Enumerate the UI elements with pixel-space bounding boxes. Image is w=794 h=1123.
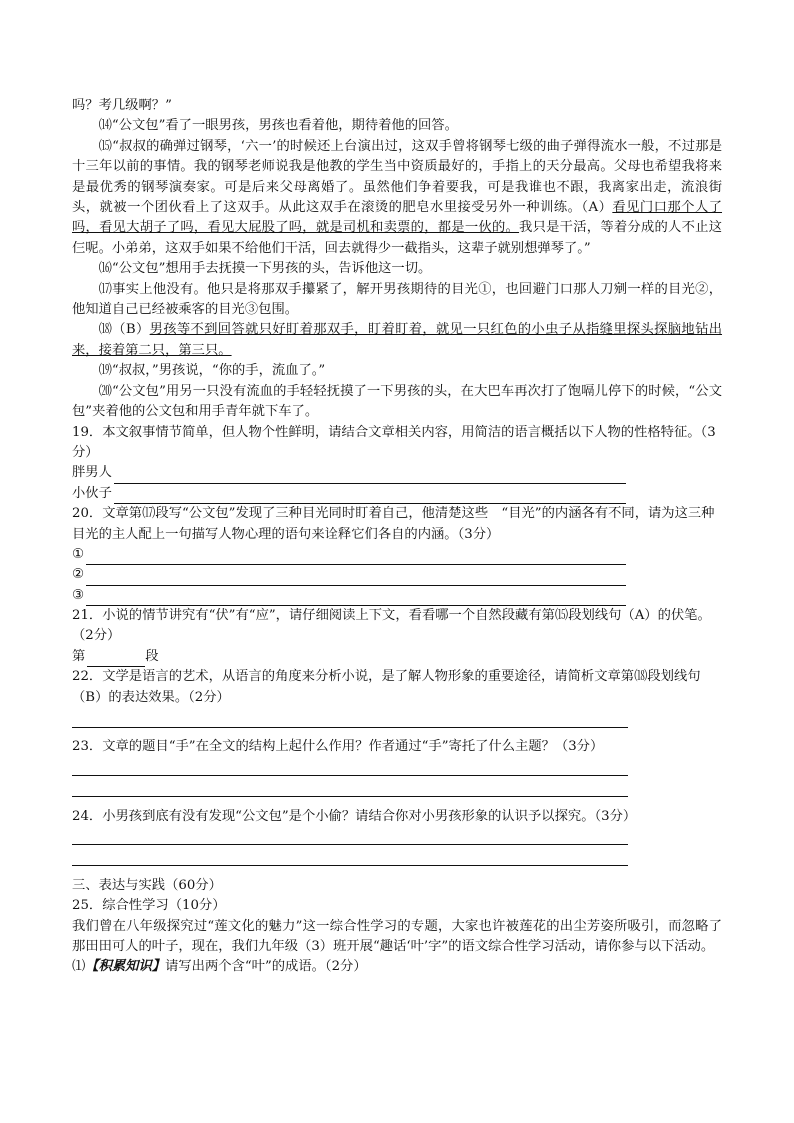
- answer-prefix: 第: [72, 648, 86, 664]
- section-heading: 三、表达与实践（60分）: [72, 877, 222, 893]
- activity-item-1: [72, 957, 722, 977]
- answer-row-gaze-1: [72, 545, 722, 565]
- answer-suffix: 段: [145, 648, 159, 664]
- answer-row-gaze-2: [72, 565, 722, 585]
- answer-label-fat-man: 胖男人: [72, 465, 112, 481]
- activity-intro: 我们曾在八年级探究过“莲文化的魅力”这一综合性学习的专题，大家也许被莲花的出尘芳姿所吸引，而忽略了那田田可人的叶子，现在，我们九年级（3）班开展“趣话‘叶’字”的语文综合性学习活动，请你参与以下活动。: [72, 918, 722, 955]
- exam-page: [72, 96, 722, 978]
- paragraph-15-tail: 我只是干活，等着分成的人不止这仨呢。小弟弟，这双手如果不给他们干活，回去就得少一截指头，这辈子就别想弹琴了。”: [72, 220, 722, 256]
- story-paragraph-14: ⒁“公文包”看了一眼男孩，男孩也看着他，期待着他的回答。: [98, 118, 458, 134]
- underlined-sentence-a: 看见门口那个人了吗，看见大胡子了吗，看见大屁股了吗，就是司机和卖票的，都是一伙的。: [72, 200, 723, 236]
- answer-label-gaze-2: ②: [72, 567, 84, 583]
- paragraph-18-marker: ⒅（B）: [98, 322, 150, 338]
- question-19: 19．本文叙事情节简单，但人物个性鲜明，请结合文章相关内容，用简洁的语言概括以下人物的性格特征。（3分）: [72, 424, 716, 460]
- question-24: 24．小男孩到底有没有发现“公文包”是个小偷？请结合你对小男孩形象的认识予以探究。（3分）: [72, 808, 637, 824]
- answer-label-young-man: 小伙子: [72, 485, 112, 501]
- answer-blank-gaze-2[interactable]: [86, 571, 626, 586]
- question-20: 20．文章第⒄段写“公文包”发现了三种目光同时盯着自己，他清楚这些 “目光”的内涵各有不同，请为这三种目光的主人配上一句描写人物心理的语句来诠释它们各自的内涵。（3分）: [72, 506, 715, 542]
- story-paragraph-17: ⒄事实上他没有。他只是将那双手攥紧了，解开男孩期待的目光①，也回避门口那人刀剜一样的目光②，他知道自己已经被乘客的目光③包围。: [72, 281, 722, 318]
- answer-label-gaze-1: ①: [72, 546, 84, 562]
- story-paragraph-20: ⒇“公文包”用另一只没有流血的手轻轻抚摸了一下男孩的头，在大巴车再次打了饱嗝儿停下的时候，“公文包”夹着他的公文包和用手青年就下车了。: [72, 383, 722, 420]
- answer-line-q24-2[interactable]: [72, 854, 628, 866]
- answer-line-q24-1[interactable]: [72, 833, 628, 845]
- item-text: 请写出两个含“叶”的成语。（2分）: [165, 959, 367, 975]
- question-23: 23．文章的题目“手”在全文的结构上起什么作用？作者通过“手”寄托了什么主题？（3分）: [72, 739, 604, 755]
- answer-row-gaze-3: [72, 586, 722, 606]
- answer-blank-young-man[interactable]: [114, 489, 626, 504]
- story-paragraph-16: ⒃“公文包”想用手去抚摸一下男孩的头，告诉他这一切。: [98, 261, 432, 277]
- answer-row-young-man: [72, 484, 722, 504]
- answer-row-paragraph-number: [72, 647, 722, 667]
- answer-blank-gaze-1[interactable]: [86, 550, 626, 565]
- item-tag: 【积累知识】: [85, 959, 166, 975]
- question-25: 25．综合性学习（10分）: [72, 898, 226, 914]
- item-number: ⑴: [72, 959, 86, 975]
- story-paragraph-15: [72, 137, 722, 259]
- story-paragraph-18: [72, 320, 722, 361]
- answer-blank-paragraph-number[interactable]: [87, 652, 145, 667]
- answer-line-q23-2[interactable]: [72, 785, 628, 797]
- answer-line-q22[interactable]: [72, 716, 628, 728]
- answer-label-gaze-3: ③: [72, 587, 84, 603]
- story-paragraph-19: ⒆“叔叔，”男孩说，“你的手，流血了。”: [98, 363, 326, 379]
- answer-blank-fat-man[interactable]: [114, 469, 626, 484]
- question-22: 22．文学是语言的艺术，从语言的角度来分析小说，是了解人物形象的重要途径，请简析文章第⒅段划线句（B）的表达效果。（2分）: [72, 669, 701, 705]
- underlined-sentence-b: 男孩等不到回答就只好盯着那双手，盯着盯着，就见一只红色的小虫子从指缝里探头探脑地钻出来，接着第二只，第三只。: [72, 322, 723, 358]
- answer-blank-gaze-3[interactable]: [86, 591, 626, 606]
- paragraph-15-text: ⒂“叔叔的确弹过钢琴，‘六一’的时候还上台演出过，这双手曾将钢琴七级的曲子弹得流水一般，不过那是十三年以前的事情。我的钢琴老师说我是他教的学生当中资质最好的，手指上的天分最高。父母也希望我将来是最优秀的钢琴演奏家。可是后来父母离婚了。虽然他们争着要我，可是我谁也不跟，我离家出走，流浪街头，就被一个团伙看上了这双手。从此这双手在滚烫的肥皂水里接受另外一种训练。（A）: [72, 138, 722, 216]
- story-paragraph-0: 吗？考几级啊？”: [72, 98, 172, 113]
- answer-line-q23-1[interactable]: [72, 764, 628, 776]
- question-21: 21．小说的情节讲究有“伏”有“应”，请仔细阅读上下文，看看哪一个自然段藏有第⒂段划线句（A）的伏笔。（2分）: [72, 608, 711, 644]
- answer-row-fat-man: [72, 463, 722, 483]
